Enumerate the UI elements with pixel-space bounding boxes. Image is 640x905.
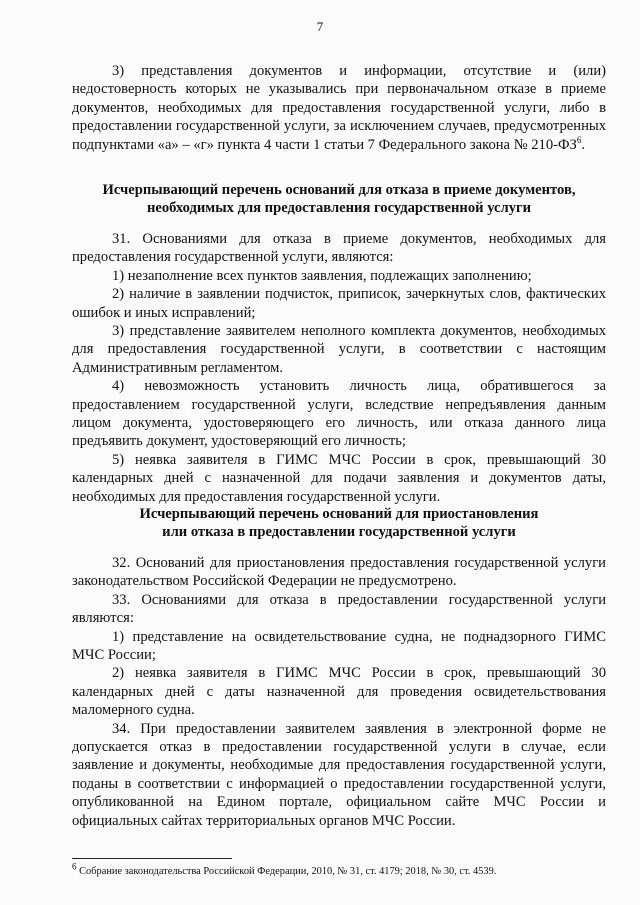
heading-document-refusal-text: Исчерпывающий перечень оснований для отказа в приеме документов, необходимых для предоставления государственной услуги — [102, 182, 576, 217]
section-31-item-3: 3) представление заявителем неполного комплекта документов, необходимых для предоставления государственной услуги, в соответствии с настоящим Административным регламентом. — [72, 323, 606, 376]
footnote-text: Собрание законодательства Российской Федерации, 2010, № 31, ст. 4179; 2018, № 30, ст. 4539. — [76, 866, 497, 877]
section-31-intro: 31. Основаниями для отказа в приеме документов, необходимых для предоставления государственной услуги, являются: — [72, 231, 606, 266]
section-31 — [72, 230, 606, 506]
section-32: 32. Оснований для приостановления предоставления государственной услуги законодательством Российской Федерации не предусмотрено. — [72, 555, 606, 590]
section-34: 34. При предоставлении заявителем заявления в электронной форме не допускается отказ в предоставлении государственной услуги в случае, если заявление и документы, необходимые для предоставления государственной услуги, поданы в соответствии с информацией о предоставлении государственной услуги, опубликованной на Едином портале, официальном сайте МЧС России и официальных сайтах территориальных органов МЧС России. — [72, 720, 606, 829]
section-33-item-1: 1) представление на освидетельствование судна, не поднадзорного ГИМС МЧС России; — [72, 628, 606, 664]
footnote — [72, 861, 606, 878]
section-33-intro: 33. Основаниями для отказа в предоставлении государственной услуги являются: — [72, 591, 606, 627]
item-3-tail: . — [581, 136, 586, 153]
footnote-reference: 6 — [576, 134, 582, 145]
heading-document-refusal — [72, 181, 606, 218]
section-33-item-2: 2) неявка заявителя в ГИМС МЧС России в срок, превышающий 30 календарных дней с даты назначенной для проведения освидетельствования маломерного судна. — [72, 665, 606, 719]
item-3-paragraph — [72, 62, 606, 154]
item-3-text — [72, 62, 606, 154]
footnote-separator — [72, 858, 232, 859]
heading-suspension-line-2: или отказа в предоставлении государственной услуги — [162, 524, 516, 541]
page-number: 7 — [316, 19, 324, 34]
heading-suspension-refusal — [72, 505, 606, 542]
footnote-mark: 6 — [72, 861, 77, 872]
section-31-item-4: 4) невозможность установить личность лица, обратившегося за предоставлением государственной услуги, вследствие непредъявления данным лицом документа, удостоверяющего его личность, или отказа данного лица предъявить документ, удостоверяющий его личность; — [72, 378, 606, 450]
section-31-item-2: 2) наличие в заявлении подчисток, приписок, зачеркнутых слов, фактических ошибок и иных исправлений; — [72, 286, 606, 321]
item-3-body: 3) представления документов и информации, отсутствие и (или) недостоверность которых не указывались при первоначальном отказе в приеме документов, необходимых для предоставления государственной услуги, либо в предоставлении государственной услуги, за исключением случаев, предусмотренных подпунктами «а» – «г» пункта 4 части 1 статьи 7 Федерального закона № 210-ФЗ — [72, 63, 606, 153]
section-31-item-5: 5) неявка заявителя в ГИМС МЧС России в срок, превышающий 30 календарных дней с назначенной для подачи заявления и документов даты, необходимых для предоставления государственной услуги. — [72, 451, 606, 505]
sections-32-34 — [72, 554, 606, 830]
heading-suspension-line-1: Исчерпывающий перечень оснований для приостановления — [139, 506, 539, 522]
section-31-item-1: 1) незаполнение всех пунктов заявления, подлежащих заполнению; — [112, 267, 532, 284]
